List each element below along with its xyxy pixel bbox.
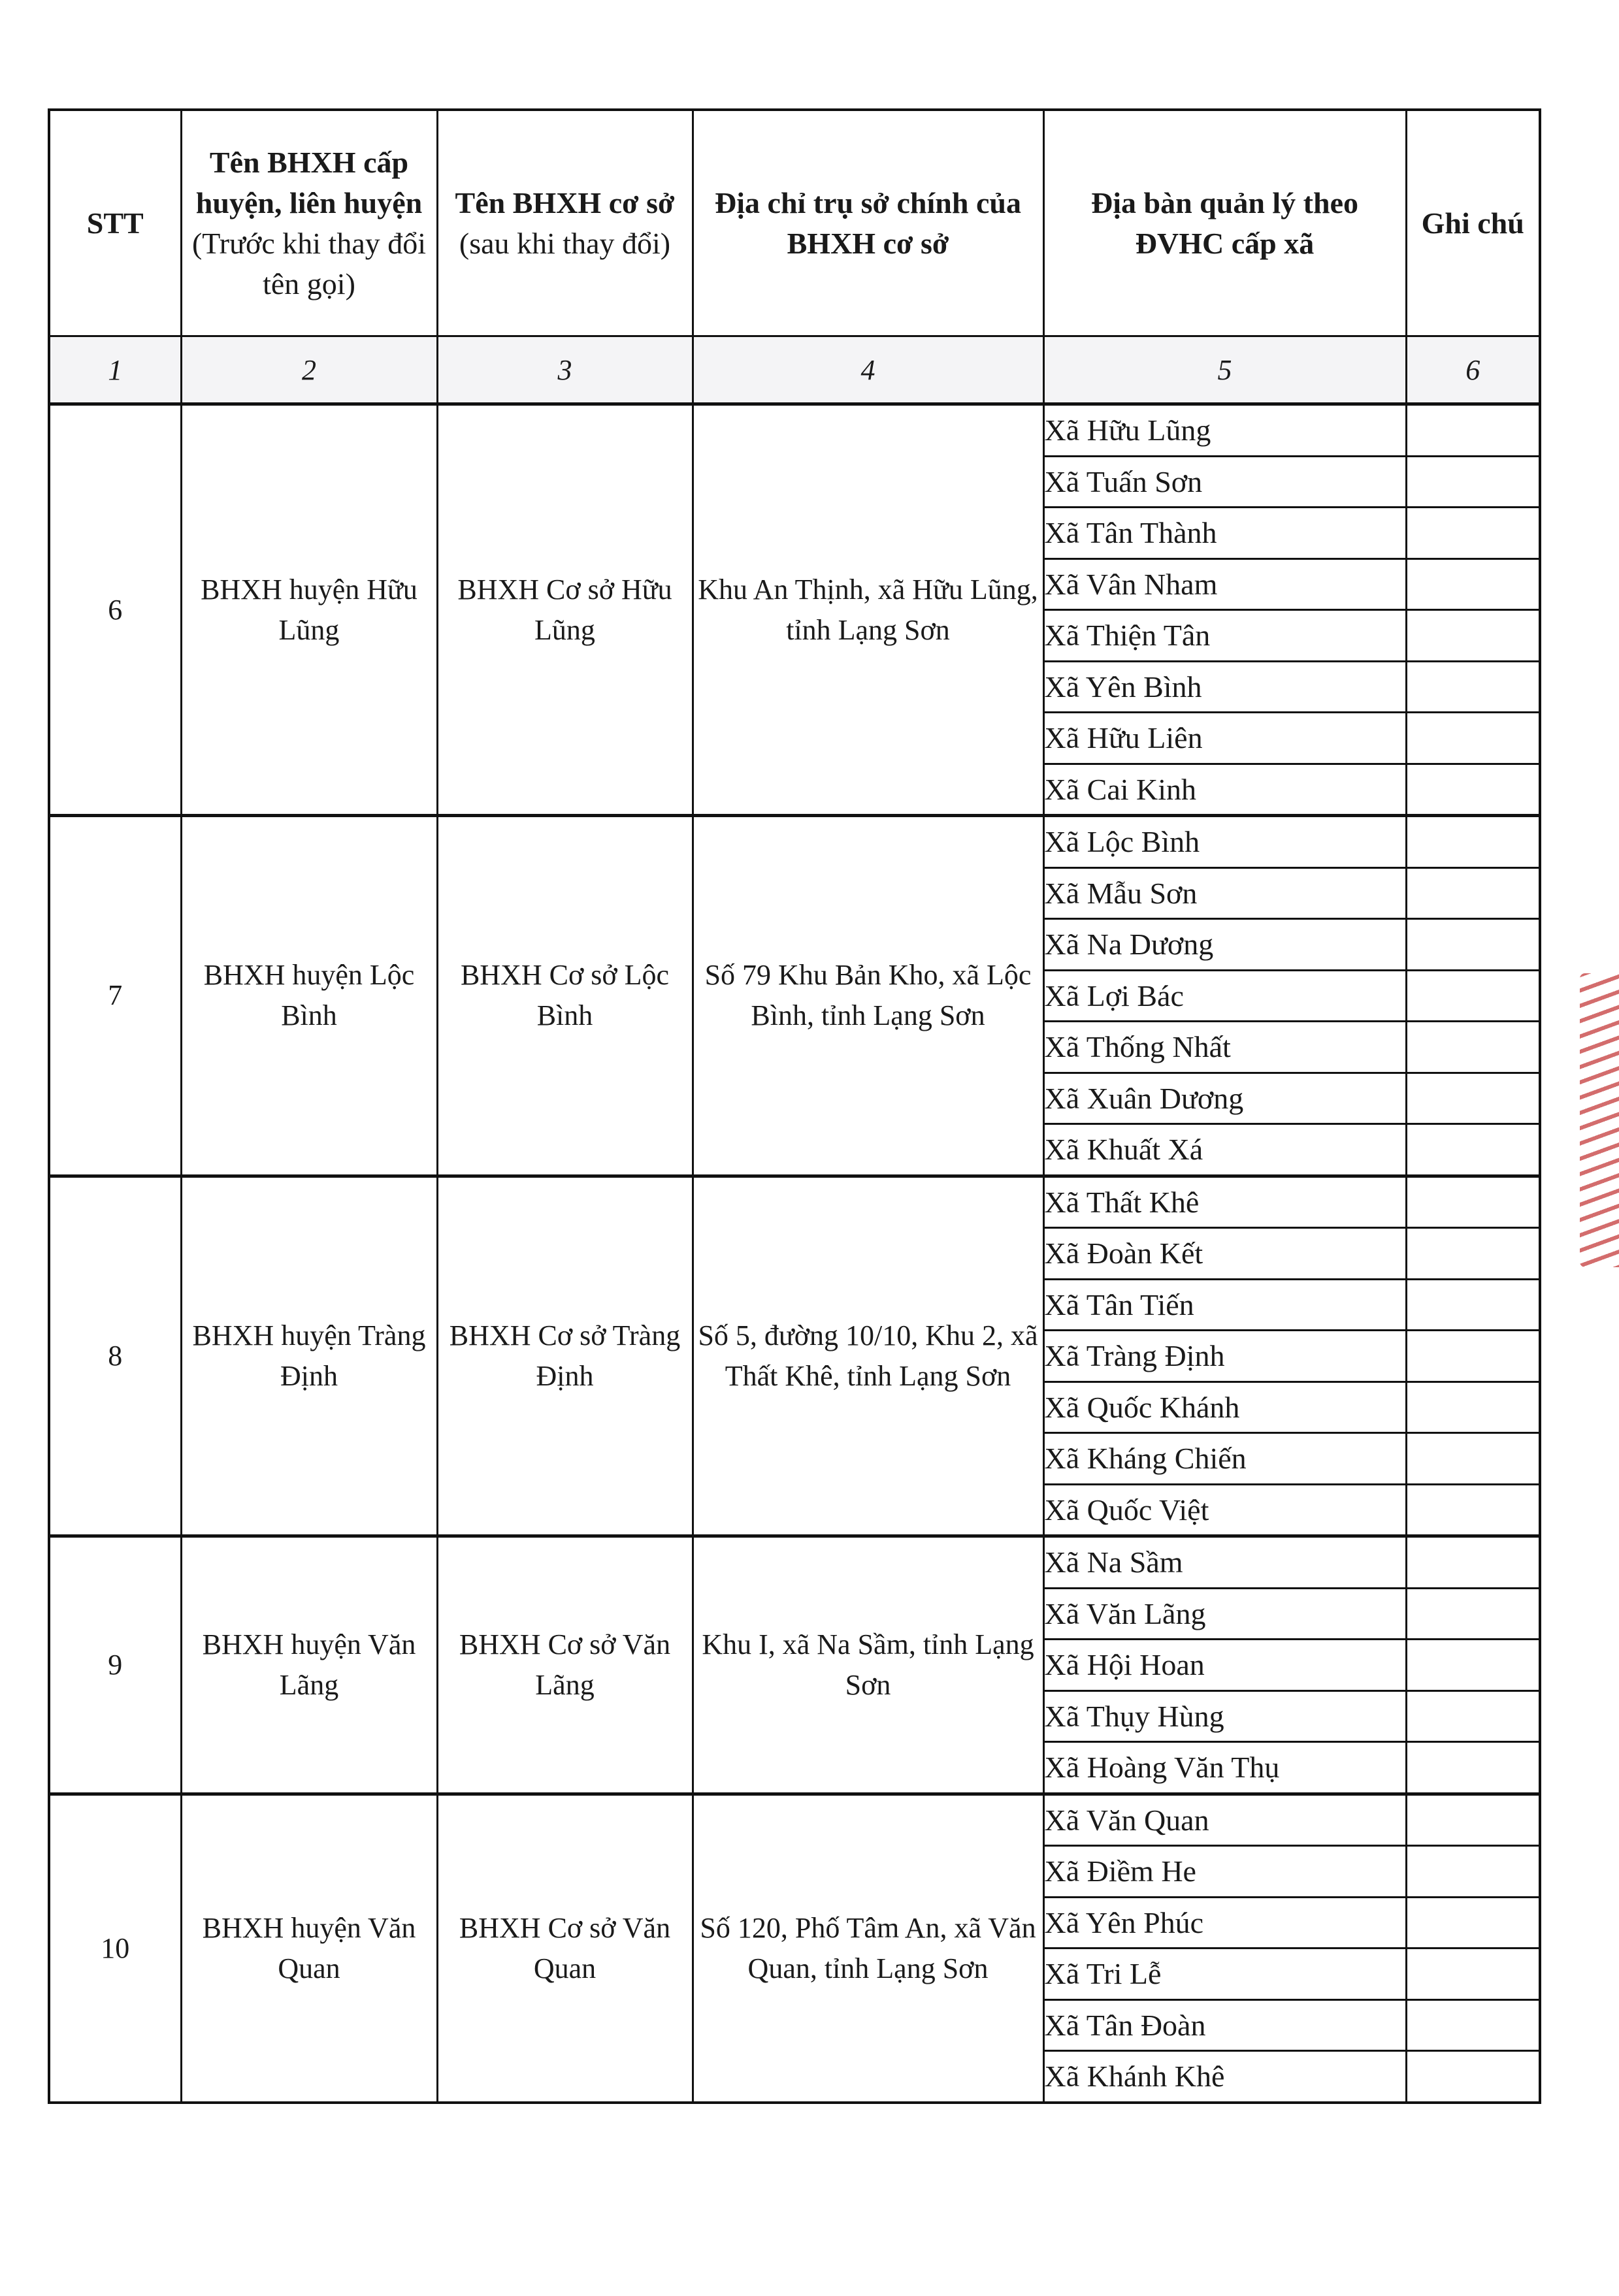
note-cell bbox=[1406, 1794, 1540, 1846]
commune-cell: Xã Lộc Bình bbox=[1043, 816, 1406, 868]
commune-cell: Xã Văn Lãng bbox=[1043, 1588, 1406, 1640]
commune-cell: Xã Vân Nham bbox=[1043, 558, 1406, 610]
note-cell bbox=[1406, 764, 1540, 816]
stt-cell: 7 bbox=[49, 816, 181, 1176]
commune-cell: Xã Thống Nhất bbox=[1043, 1022, 1406, 1073]
address-cell: Khu An Thịnh, xã Hữu Lũng, tỉnh Lạng Sơn bbox=[693, 404, 1043, 816]
header-stt: STT bbox=[49, 110, 181, 336]
old-name-cell: BHXH huyện Văn Quan bbox=[181, 1794, 437, 2103]
commune-cell: Xã Tuấn Sơn bbox=[1043, 456, 1406, 508]
commune-cell: Xã Đoàn Kết bbox=[1043, 1228, 1406, 1280]
note-cell bbox=[1406, 1433, 1540, 1485]
commune-cell: Xã Khánh Khê bbox=[1043, 2051, 1406, 2103]
commune-cell: Xã Quốc Khánh bbox=[1043, 1382, 1406, 1433]
table-row bbox=[49, 816, 1540, 868]
note-cell bbox=[1406, 404, 1540, 457]
address-cell: Số 5, đường 10/10, Khu 2, xã Thất Khê, tỉnh Lạng Sơn bbox=[693, 1176, 1043, 1536]
note-cell bbox=[1406, 1536, 1540, 1589]
note-cell bbox=[1406, 1742, 1540, 1794]
commune-cell: Xã Mẫu Sơn bbox=[1043, 867, 1406, 919]
commune-cell: Xã Lợi Bác bbox=[1043, 970, 1406, 1022]
note-cell bbox=[1406, 919, 1540, 971]
commune-cell: Xã Xuân Dương bbox=[1043, 1073, 1406, 1124]
commune-cell: Xã Tri Lễ bbox=[1043, 1948, 1406, 2000]
address-cell: Số 120, Phố Tâm An, xã Văn Quan, tỉnh Lạng Sơn bbox=[693, 1794, 1043, 2103]
note-cell bbox=[1406, 1846, 1540, 1898]
note-cell bbox=[1406, 1382, 1540, 1433]
note-cell bbox=[1406, 970, 1540, 1022]
address-cell: Số 79 Khu Bản Kho, xã Lộc Bình, tỉnh Lạng Sơn bbox=[693, 816, 1043, 1176]
table-row bbox=[49, 1536, 1540, 1589]
header-address: Địa chỉ trụ sở chính của BHXH cơ sở bbox=[693, 110, 1043, 336]
note-cell bbox=[1406, 1897, 1540, 1948]
note-cell bbox=[1406, 1124, 1540, 1176]
commune-cell: Xã Yên Phúc bbox=[1043, 1897, 1406, 1948]
commune-cell: Xã Văn Quan bbox=[1043, 1794, 1406, 1846]
note-cell bbox=[1406, 1331, 1540, 1382]
note-cell bbox=[1406, 713, 1540, 764]
commune-cell: Xã Thụy Hùng bbox=[1043, 1690, 1406, 1742]
note-cell bbox=[1406, 1176, 1540, 1228]
index-cell: 1 bbox=[49, 336, 181, 404]
commune-cell: Xã Yên Bình bbox=[1043, 661, 1406, 713]
index-cell: 2 bbox=[181, 336, 437, 404]
note-cell bbox=[1406, 1279, 1540, 1331]
stt-cell: 8 bbox=[49, 1176, 181, 1536]
index-cell: 6 bbox=[1406, 336, 1540, 404]
header-old-name bbox=[181, 110, 437, 336]
address-cell: Khu I, xã Na Sầm, tỉnh Lạng Sơn bbox=[693, 1536, 1043, 1794]
table-row bbox=[49, 1794, 1540, 1846]
note-cell bbox=[1406, 1999, 1540, 2051]
header-new-name-note: (sau khi thay đổi) bbox=[459, 226, 671, 260]
stt-cell: 9 bbox=[49, 1536, 181, 1794]
commune-cell: Xã Hữu Lũng bbox=[1043, 404, 1406, 457]
commune-cell: Xã Khuất Xá bbox=[1043, 1124, 1406, 1176]
note-cell bbox=[1406, 661, 1540, 713]
new-name-cell: BHXH Cơ sở Văn Lãng bbox=[437, 1536, 693, 1794]
commune-cell: Xã Cai Kinh bbox=[1043, 764, 1406, 816]
commune-cell: Xã Hoàng Văn Thụ bbox=[1043, 1742, 1406, 1794]
commune-cell: Xã Tân Đoàn bbox=[1043, 1999, 1406, 2051]
note-cell bbox=[1406, 610, 1540, 662]
commune-cell: Xã Thiện Tân bbox=[1043, 610, 1406, 662]
header-notes: Ghi chú bbox=[1406, 110, 1540, 336]
new-name-cell: BHXH Cơ sở Văn Quan bbox=[437, 1794, 693, 2103]
commune-cell: Xã Tràng Định bbox=[1043, 1331, 1406, 1382]
commune-cell: Xã Kháng Chiến bbox=[1043, 1433, 1406, 1485]
header-communes: Địa bàn quản lý theo ĐVHC cấp xã bbox=[1043, 110, 1406, 336]
old-name-cell: BHXH huyện Tràng Định bbox=[181, 1176, 437, 1536]
note-cell bbox=[1406, 816, 1540, 868]
note-cell bbox=[1406, 2051, 1540, 2103]
red-seal-stamp-fragment bbox=[1580, 973, 1619, 1267]
commune-cell: Xã Thất Khê bbox=[1043, 1176, 1406, 1228]
commune-cell: Xã Tân Tiến bbox=[1043, 1279, 1406, 1331]
new-name-cell: BHXH Cơ sở Tràng Định bbox=[437, 1176, 693, 1536]
note-cell bbox=[1406, 867, 1540, 919]
column-index-row bbox=[49, 336, 1540, 404]
note-cell bbox=[1406, 508, 1540, 559]
header-new-name bbox=[437, 110, 693, 336]
new-name-cell: BHXH Cơ sở Lộc Bình bbox=[437, 816, 693, 1176]
stt-cell: 10 bbox=[49, 1794, 181, 2103]
commune-cell: Xã Hội Hoan bbox=[1043, 1640, 1406, 1691]
table-row bbox=[49, 1176, 1540, 1228]
header-row bbox=[49, 110, 1540, 336]
header-new-name-title: Tên BHXH cơ sở bbox=[455, 186, 675, 219]
commune-cell: Xã Hữu Liên bbox=[1043, 713, 1406, 764]
note-cell bbox=[1406, 1948, 1540, 2000]
table-row bbox=[49, 404, 1540, 457]
old-name-cell: BHXH huyện Hữu Lũng bbox=[181, 404, 437, 816]
commune-cell: Xã Điềm He bbox=[1043, 1846, 1406, 1898]
commune-cell: Xã Na Dương bbox=[1043, 919, 1406, 971]
commune-cell: Xã Na Sầm bbox=[1043, 1536, 1406, 1589]
note-cell bbox=[1406, 1690, 1540, 1742]
header-old-name-note: (Trước khi thay đổi tên gọi) bbox=[191, 226, 427, 300]
note-cell bbox=[1406, 1022, 1540, 1073]
note-cell bbox=[1406, 456, 1540, 508]
note-cell bbox=[1406, 558, 1540, 610]
index-cell: 3 bbox=[437, 336, 693, 404]
note-cell bbox=[1406, 1640, 1540, 1691]
old-name-cell: BHXH huyện Lộc Bình bbox=[181, 816, 437, 1176]
new-name-cell: BHXH Cơ sở Hữu Lũng bbox=[437, 404, 693, 816]
stt-cell: 6 bbox=[49, 404, 181, 816]
note-cell bbox=[1406, 1484, 1540, 1536]
index-cell: 5 bbox=[1043, 336, 1406, 404]
note-cell bbox=[1406, 1228, 1540, 1280]
commune-cell: Xã Tân Thành bbox=[1043, 508, 1406, 559]
header-old-name-title: Tên BHXH cấp huyện, liên huyện bbox=[195, 145, 423, 219]
commune-cell: Xã Quốc Việt bbox=[1043, 1484, 1406, 1536]
note-cell bbox=[1406, 1588, 1540, 1640]
index-cell: 4 bbox=[693, 336, 1043, 404]
note-cell bbox=[1406, 1073, 1540, 1124]
old-name-cell: BHXH huyện Văn Lãng bbox=[181, 1536, 437, 1794]
commune-assignment-table bbox=[48, 108, 1541, 2104]
